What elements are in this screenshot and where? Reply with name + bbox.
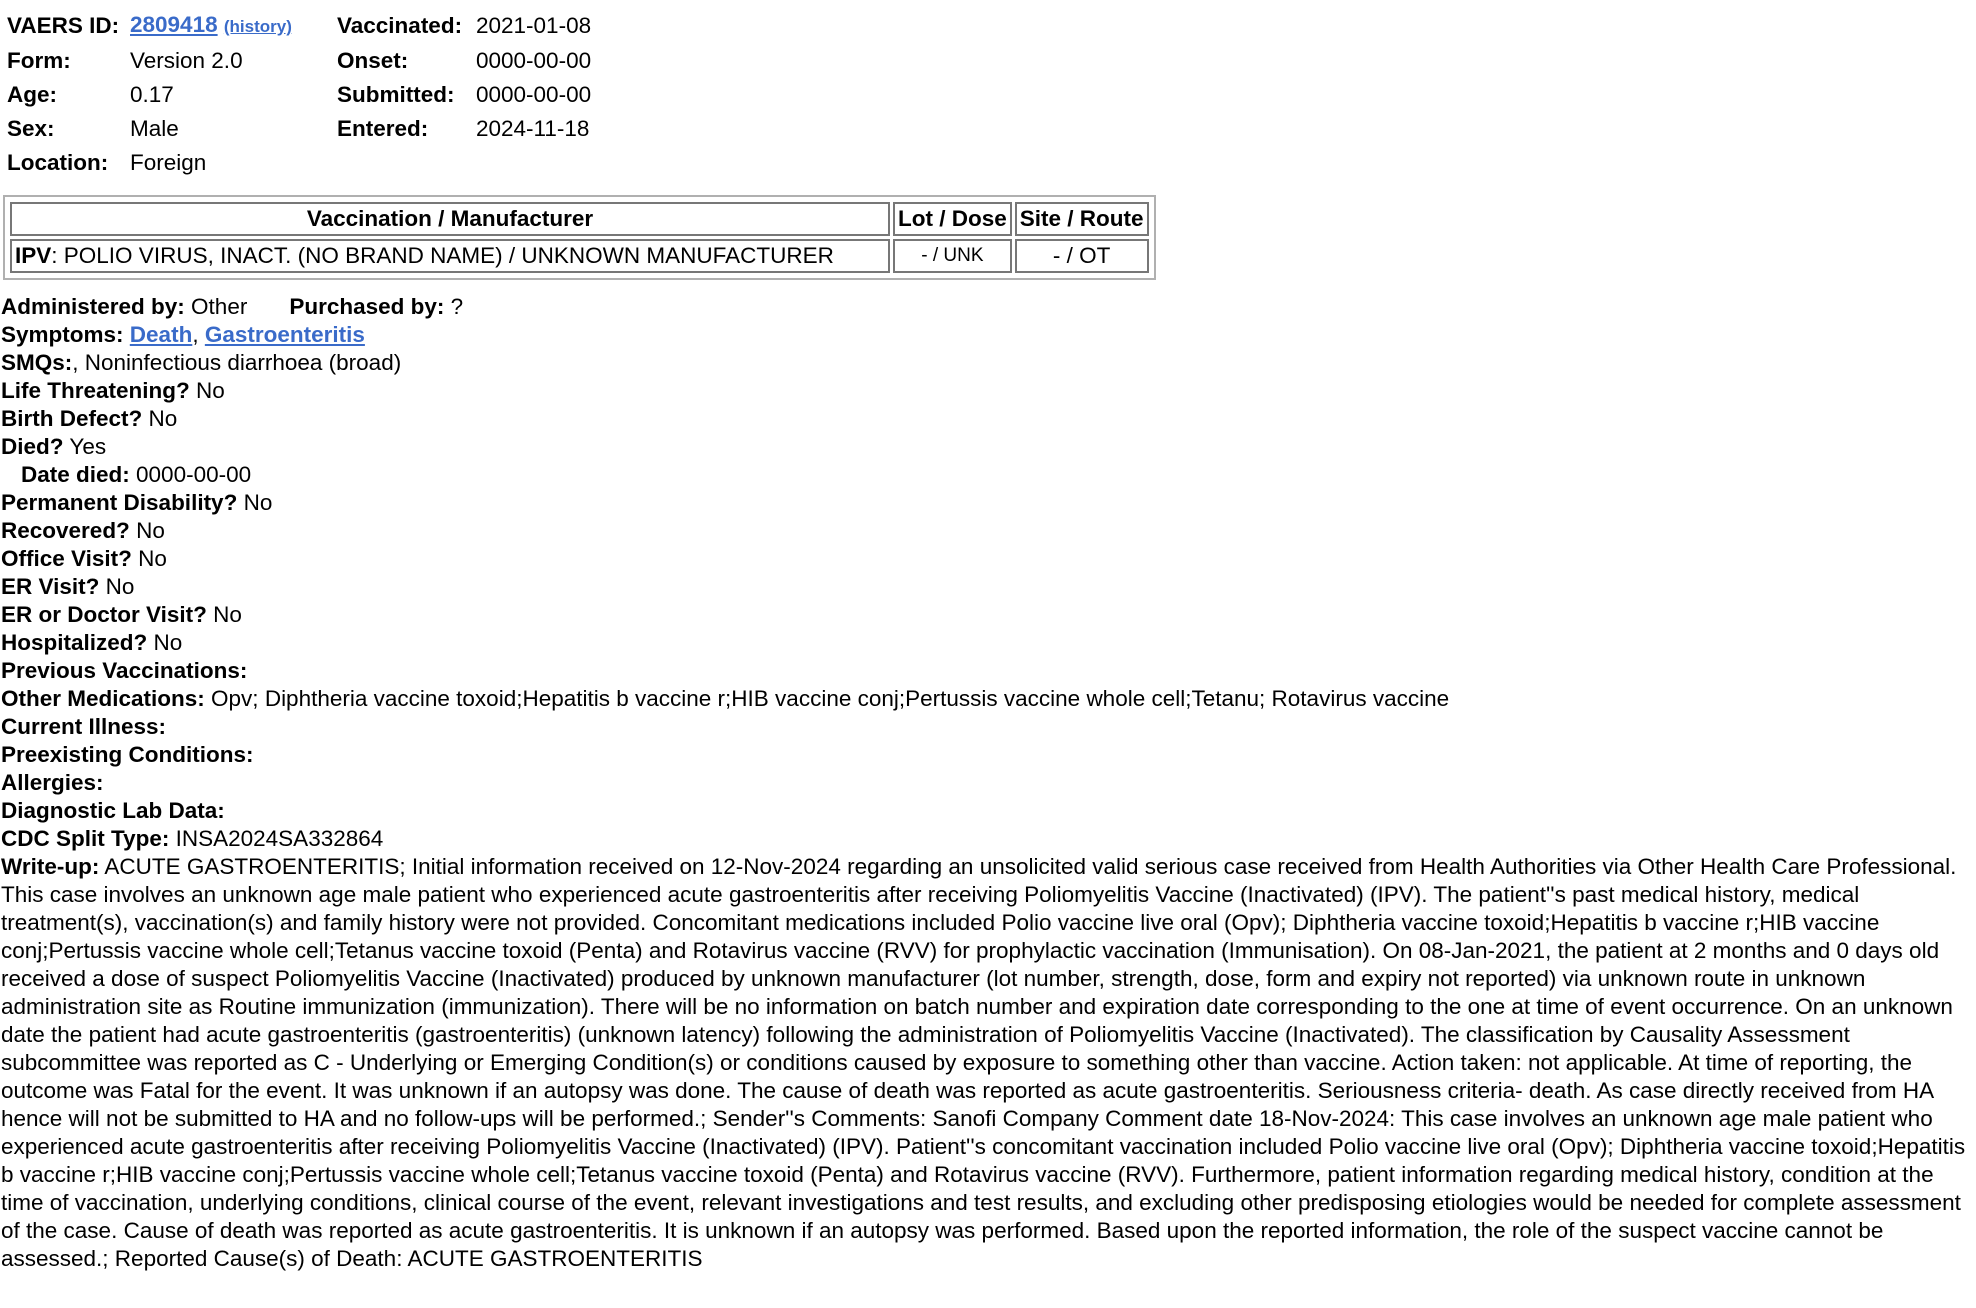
sex-label: Sex:	[7, 116, 55, 141]
entered-label: Entered:	[337, 116, 429, 141]
diagnostic-lab-data-label: Diagnostic Lab Data:	[1, 798, 225, 823]
other-medications-row	[1, 685, 1971, 713]
submitted-label: Submitted:	[337, 82, 455, 107]
permanent-disability-row	[1, 489, 1971, 517]
other-medications-value: Opv; Diphtheria vaccine toxoid;Hepatitis b vaccine r;HIB vaccine conj;Pertussis vaccine whole cell;Tetanu; Rotavirus vaccine	[211, 686, 1450, 711]
symptoms-label: Symptoms:	[1, 322, 124, 347]
report-header	[4, 8, 591, 180]
submitted-value: 0000-00-00	[476, 82, 592, 107]
cdc-split-type-row	[1, 825, 1971, 853]
writeup-block	[1, 853, 1971, 1273]
er-visit-row	[1, 573, 1971, 601]
symptoms-separator: ,	[192, 322, 199, 347]
died-row	[1, 433, 1971, 461]
office-visit-label: Office Visit?	[1, 546, 132, 571]
age-label: Age:	[7, 82, 57, 107]
form-label: Form:	[7, 48, 71, 73]
er-doctor-visit-row	[1, 601, 1971, 629]
col-site-route: Site / Route	[1015, 202, 1149, 236]
recovered-row	[1, 517, 1971, 545]
vaccine-name: : POLIO VIRUS, INACT. (NO BRAND NAME) / UNKNOWN MANUFACTURER	[51, 243, 834, 268]
recovered-value: No	[136, 518, 165, 543]
table-row	[10, 239, 1149, 273]
cdc-split-type-value: INSA2024SA332864	[175, 826, 384, 851]
current-illness-row	[1, 713, 1971, 741]
history-link[interactable]: (history)	[223, 17, 292, 36]
smqs-row	[1, 349, 1971, 377]
recovered-label: Recovered?	[1, 518, 130, 543]
symptom-link-death[interactable]: Death	[129, 322, 193, 347]
permanent-disability-value: No	[243, 490, 273, 515]
vaccine-code: IPV	[15, 243, 52, 268]
smqs-value: , Noninfectious diarrhoea (broad)	[72, 350, 402, 375]
er-visit-value: No	[105, 574, 135, 599]
life-threatening-label: Life Threatening?	[1, 378, 190, 403]
other-medications-label: Other Medications:	[1, 686, 205, 711]
lot-dose-value: - / UNK	[893, 239, 1012, 273]
location-label: Location:	[7, 150, 109, 175]
preexisting-conditions-row	[1, 741, 1971, 769]
permanent-disability-label: Permanent Disability?	[1, 490, 238, 515]
er-doctor-visit-value: No	[213, 602, 242, 627]
age-value: 0.17	[130, 82, 174, 107]
previous-vaccinations-label: Previous Vaccinations:	[1, 658, 248, 683]
life-threatening-value: No	[196, 378, 225, 403]
current-illness-label: Current Illness:	[1, 714, 167, 739]
hospitalized-row	[1, 629, 1971, 657]
purchased-by-label: Purchased by:	[289, 294, 445, 319]
administered-by-value: Other	[191, 294, 248, 319]
vaers-id-cell	[127, 8, 334, 44]
office-visit-row	[1, 545, 1971, 573]
birth-defect-label: Birth Defect?	[1, 406, 143, 431]
onset-label: Onset:	[337, 48, 409, 73]
vaccine-table-frame	[3, 195, 1156, 280]
symptom-link-gastroenteritis[interactable]: Gastroenteritis	[204, 322, 365, 347]
administered-row	[1, 293, 1971, 321]
vaccinated-label: Vaccinated:	[337, 13, 463, 38]
vaccine-table	[7, 199, 1152, 276]
life-threatening-row	[1, 377, 1971, 405]
vaccine-table-header	[10, 202, 1149, 236]
allergies-label: Allergies:	[1, 770, 104, 795]
administered-by-label: Administered by:	[1, 294, 185, 319]
date-died-row	[1, 461, 1971, 489]
smqs-label: SMQs:	[1, 350, 73, 375]
onset-value: 0000-00-00	[476, 48, 592, 73]
died-label: Died?	[1, 434, 64, 459]
er-visit-label: ER Visit?	[1, 574, 100, 599]
hospitalized-value: No	[153, 630, 183, 655]
form-value: Version 2.0	[130, 48, 243, 73]
previous-vaccinations-row	[1, 657, 1971, 685]
office-visit-value: No	[138, 546, 167, 571]
entered-value: 2024-11-18	[476, 116, 590, 141]
vaers-id-label: VAERS ID:	[7, 13, 120, 38]
allergies-row	[1, 769, 1971, 797]
cdc-split-type-label: CDC Split Type:	[1, 826, 170, 851]
died-value: Yes	[69, 434, 107, 459]
purchased-by-value: ?	[450, 294, 464, 319]
diagnostic-lab-data-row	[1, 797, 1971, 825]
sex-value: Male	[130, 116, 179, 141]
vaers-id-link[interactable]: 2809418	[130, 12, 218, 37]
vaccine-cell	[10, 239, 890, 273]
col-lot-dose: Lot / Dose	[893, 202, 1012, 236]
date-died-label: Date died:	[21, 462, 130, 487]
writeup-text: ACUTE GASTROENTERITIS; Initial information received on 12-Nov-2024 regarding an unsolicited valid serious case received from Health Authorities via Other Health Care Professional. This case involves an unknown age male patient who experienced acute gastroenteritis after receiving Poliomyelitis Vaccine (Inactivated) (IPV). The patient''s past medical history, medical treatment(s), vaccination(s) and family history were not provided. Concomitant medications included Polio vaccine live oral (Opv); Diphtheria vaccine toxoid;Hepatitis b vaccine r;HIB vaccine conj;Pertussis vaccine whole cell;Tetanus vaccine toxoid (Penta) and Rotavirus vaccine (RVV) for prophylactic vaccination (Immunisation). On 08-Jan-2021, the patient at 2 months and 0 days old received a dose of suspect Poliomyelitis Vaccine (Inactivated) produced by unknown manufacturer (lot number, strength, dose, form and expiry not reported) via unknown route in unknown administration site as Routine immunization (immunization). There will be no information on batch number and expiration date corresponding to the one at time of event occurrence. On an unknown date the patient had acute gastroenteritis (gastroenteritis) (unknown latency) following the administration of Poliomyelitis Vaccine (Inactivated). The classification by Causality Assessment subcommittee was reported as C - Underlying or Emerging Condition(s) or conditions caused by exposure to something other than vaccine. Action taken: not applicable. At time of reporting, the outcome was Fatal for the event. It was unknown if an autopsy was done. The cause of death was reported as acute gastroenteritis. Seriousness criteria- death. As case directly received from HA hence will not be submitted to HA and no follow-ups will be performed.; Sender''s Comments: Sanofi Company Comment date 18-Nov-2024: This case involves an unknown age male patient who experienced acute gastroenteritis after receiving Poliomyelitis Vaccine (Inactivated) (IPV). Patient''s concomitant vaccination included Polio vaccine live oral (Opv); Diphtheria vaccine toxoid;Hepatitis b vaccine r;HIB vaccine conj;Pertussis vaccine whole cell;Tetanus vaccine toxoid (Penta) and Rotavirus vaccine (RVV). Furthermore, patient information regarding medical history, condition at the time of vaccination, underlying conditions, clinical course of the event, relevant investigations and test results, and excluding other predisposing etiologies would be needed for complete assessment of the case. Cause of death was reported as acute gastroenteritis. It is unknown if an autopsy was performed. Based upon the reported information, the role of the suspect vaccine cannot be assessed.; Reported Cause(s) of Death: ACUTE GASTROENTERITIS	[1, 854, 1966, 1271]
location-value: Foreign	[130, 150, 207, 175]
writeup-label: Write-up:	[1, 854, 100, 879]
report-details	[1, 293, 1971, 1273]
symptoms-row	[1, 321, 1971, 349]
date-died-value: 0000-00-00	[136, 462, 252, 487]
col-vaccination-manufacturer: Vaccination / Manufacturer	[10, 202, 890, 236]
hospitalized-label: Hospitalized?	[1, 630, 148, 655]
er-doctor-visit-label: ER or Doctor Visit?	[1, 602, 207, 627]
vaccinated-value: 2021-01-08	[476, 13, 592, 38]
birth-defect-value: No	[148, 406, 178, 431]
preexisting-conditions-label: Preexisting Conditions:	[1, 742, 254, 767]
birth-defect-row	[1, 405, 1971, 433]
site-route-value: - / OT	[1015, 239, 1149, 273]
